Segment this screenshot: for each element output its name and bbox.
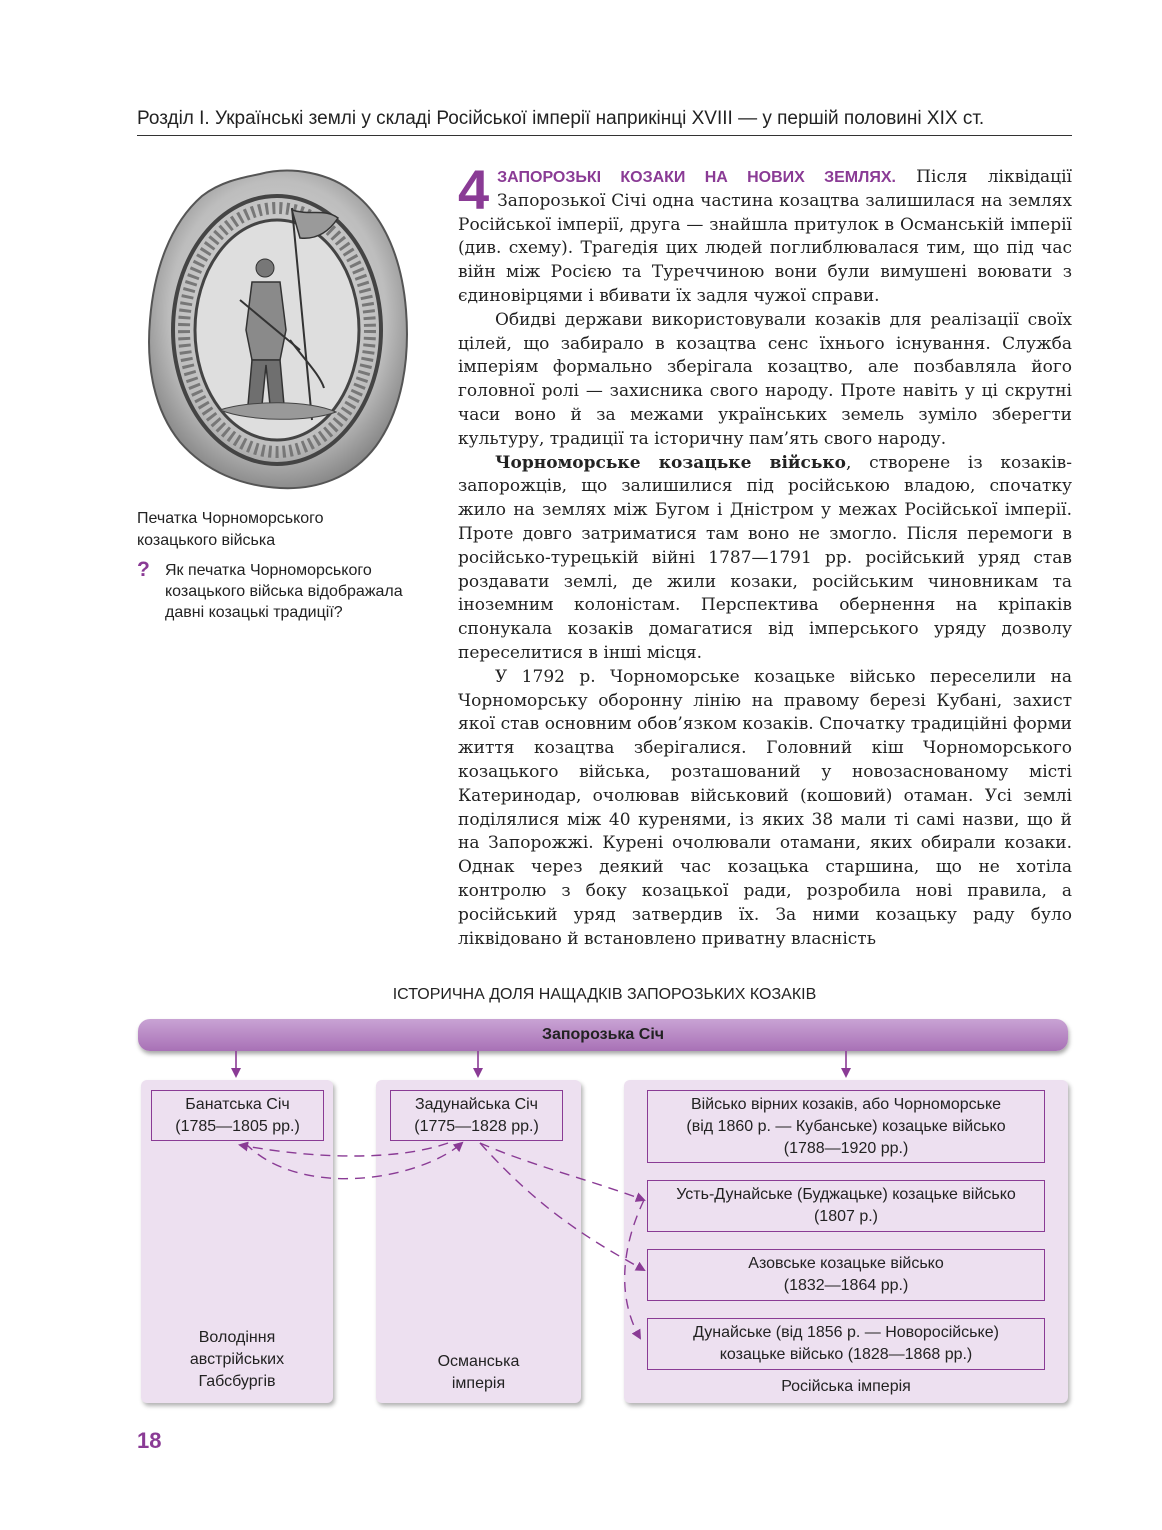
running-head: Розділ І. Українські землі у складі Російської імперії наприкінці XVIII — у першій половині XIX ст. bbox=[137, 108, 985, 129]
review-question bbox=[137, 560, 437, 630]
box-line: Військо вірних козаків, або Чорноморське bbox=[690, 1095, 1002, 1113]
box-line: Задунайська Січ bbox=[414, 1095, 539, 1113]
box-line: Дунайське (від 1856 р. — Новоросійське) bbox=[693, 1324, 999, 1341]
seal-caption bbox=[137, 508, 427, 552]
box-ust-danube-host bbox=[647, 1180, 1045, 1232]
region-label-line: Володіння bbox=[198, 1329, 276, 1346]
region-label-line: імперія bbox=[451, 1375, 506, 1392]
box-danube-host bbox=[647, 1318, 1045, 1370]
cossack-seal-image bbox=[140, 160, 415, 495]
box-line: Усть-Дунайське (Буджацьке) козацьке військо bbox=[676, 1186, 1016, 1203]
paragraph-text: , створене із козаків-запорожців, що залишилися під російською владою, спочатку жило на землях між Бугом і Дністром у межах Російської імперії. Проте довго затриматися там воно не змогло. Після перемоги в російсько-турецькій війні 1787—1791 рр. російський уряд став роздавати землі, де жили козаки, російським чиновникам та іноземним колоністам. Перспектива обернення на кріпаків спонукала козаків домагатися від імперського уряду дозволу переселитися в інші місця. bbox=[458, 452, 1072, 663]
box-line: (від 1860 р. — Кубанське) козацьке військо bbox=[686, 1117, 1006, 1135]
region-label-line: Російська імперія bbox=[781, 1378, 911, 1395]
paragraph-text: Після ліквідації Запорозької Січі одна частина козацтва залишилася на землях Російської імперії, друга — знайшла притулок в Османській імперії (див. схему). Трагедія цих людей поглиблювалася тим, що під час війн між Росією та Туреччиною вони були вимушені воювати з єдиновірцями і вбивати їх задля чужої справи. bbox=[458, 167, 1072, 306]
box-line: (1788—1920 рр.) bbox=[783, 1139, 909, 1157]
bold-term: Чорноморське козацьке військо bbox=[495, 452, 847, 473]
region-label-austria bbox=[141, 1327, 333, 1393]
box-banat-sich bbox=[151, 1090, 324, 1141]
box-line: Азовське козацьке військо bbox=[748, 1255, 944, 1272]
box-line: (1807 р.) bbox=[813, 1208, 879, 1225]
question-text bbox=[165, 560, 433, 623]
box-black-sea-host bbox=[647, 1090, 1045, 1163]
question-line: козацького війська відображала bbox=[165, 583, 403, 600]
region-label-line: Османська bbox=[437, 1353, 520, 1370]
paragraph-2: Обидві держави використовували козаків для реалізації своїх цілей, що забирало в козацтва сенс їхнього існування. Служба імперіям формально зберігала козацтво, але позбавляла його головної ролі — захисника свого народу. Проте навіть у ці скрутні часи воно й за межами українських земель зуміло зберегти культуру, традиції та історичну пам’ять свого народу. bbox=[458, 309, 1072, 449]
question-line: давні козацькі традиції? bbox=[165, 604, 343, 621]
box-line: (1785—1805 рр.) bbox=[175, 1117, 300, 1135]
caption-line: Печатка Чорноморського bbox=[137, 510, 324, 527]
box-line: Банатська Січ bbox=[185, 1095, 290, 1113]
box-line: (1832—1864 рр.) bbox=[783, 1277, 909, 1294]
diagram-title: ІСТОРИЧНА ДОЛЯ НАЩАДКІВ ЗАПОРОЗЬКИХ КОЗАКІВ bbox=[392, 986, 817, 1003]
section-number: 4 bbox=[458, 158, 490, 221]
box-danube-sich bbox=[390, 1090, 563, 1141]
header-rule bbox=[137, 135, 1072, 136]
question-line: Як печатка Чорноморського bbox=[165, 562, 372, 579]
region-label-line: Габсбургів bbox=[198, 1373, 276, 1390]
page-number: 18 bbox=[137, 1428, 162, 1453]
region-label-line: австрійських bbox=[189, 1351, 285, 1368]
section-title: ЗАПОРОЗЬКІ КОЗАКИ НА НОВИХ ЗЕМЛЯХ. bbox=[497, 169, 896, 186]
region-label-ottoman bbox=[376, 1351, 581, 1395]
paragraph-1 bbox=[458, 158, 1072, 309]
diagram-root-bar: Запорозька Січ bbox=[138, 1019, 1068, 1051]
caption-line: козацького війська bbox=[137, 532, 276, 549]
region-label-russia bbox=[624, 1376, 1068, 1398]
box-line: (1775—1828 рр.) bbox=[414, 1117, 539, 1135]
paragraph-3 bbox=[458, 452, 1072, 666]
paragraph-4: У 1792 р. Чорноморське козацьке військо переселили на Чорноморську оборонну лінію на правому березі Кубані, захист якої став основним обов’язком козаків. Спочатку традиційні форми життя козацтва зберігалися. Головний кіш Чорноморського козацького війська, розташований у новозаснованому місті Катеринодар, очолював військовий (кошовий) отаман. Усі землі поділялися між 40 куренями, із яких 38 мали ті самі назви, що й на Запорожжі. Курені очолювали отамани, яких обирали козаки. Однак через деякий час козацька старшина, що не хотіла контролю з боку козацької ради, розробила нові правила, а російський уряд затвердив їх. За ними козацьку раду було ліквідовано й встановлено приватну власність bbox=[458, 666, 1072, 949]
box-azov-host bbox=[647, 1249, 1045, 1301]
question-mark-icon: ? bbox=[137, 558, 150, 581]
section-body bbox=[458, 158, 1072, 951]
box-line: козацьке військо (1828—1868 рр.) bbox=[719, 1346, 973, 1363]
